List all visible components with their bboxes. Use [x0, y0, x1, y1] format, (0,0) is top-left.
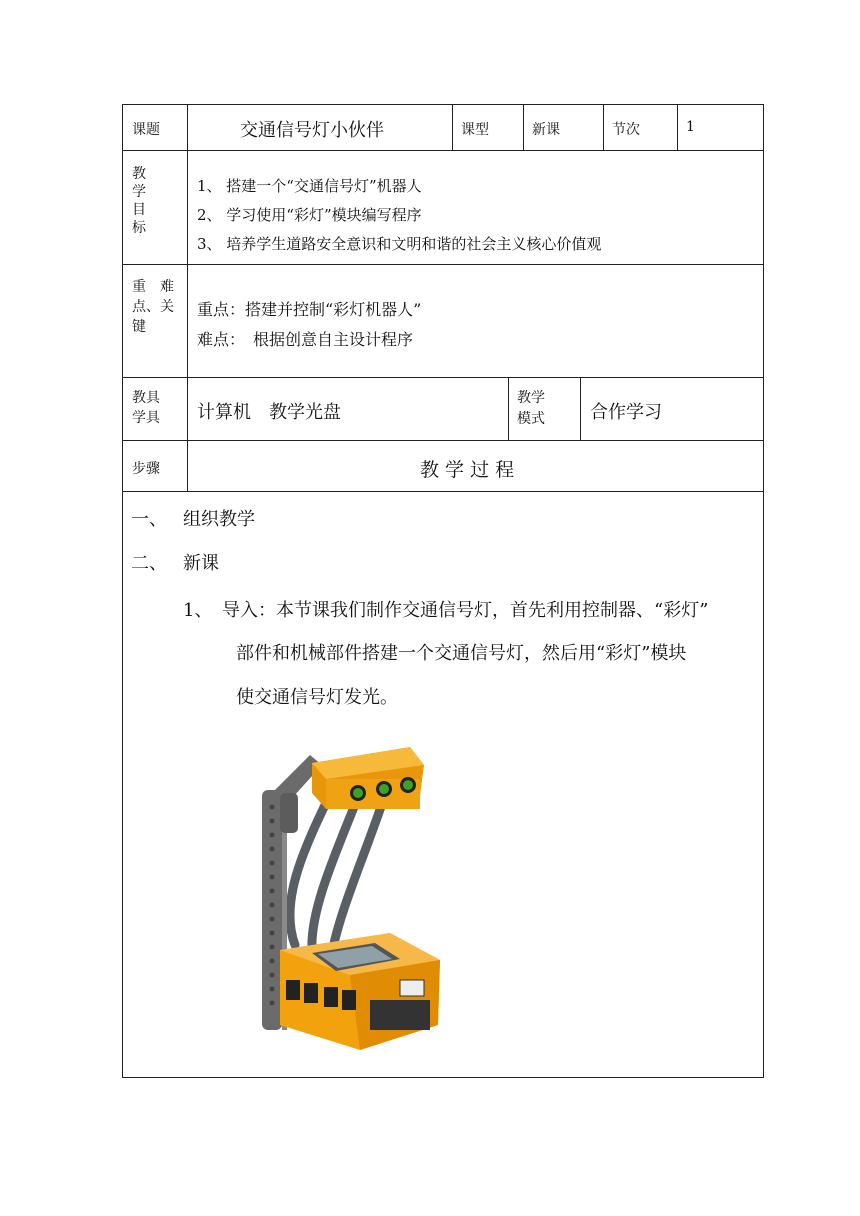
focus-text [197, 297, 421, 320]
col-divider [508, 377, 509, 441]
difficulty-text [197, 327, 413, 350]
sub-item-line: 导入：本节课我们制作交通信号灯，首先利用控制器、“彩灯” [222, 600, 709, 621]
process-title: 教 学 过 程 [420, 459, 515, 481]
key-points-label-line: 点、关 [132, 299, 174, 315]
col-divider [452, 104, 453, 151]
table-border-left [122, 104, 123, 1078]
lesson-type-label: 课型 [461, 122, 489, 138]
teaching-mode-value: 合作学习 [590, 402, 662, 423]
teaching-mode-label-line: 教学 [517, 390, 545, 406]
process-item-number: 二、 [131, 553, 167, 574]
key-points-label-line: 重 难 [132, 279, 174, 295]
table-border-top [122, 104, 764, 105]
col-divider [580, 377, 581, 441]
col-divider [523, 104, 524, 151]
row-divider [122, 491, 764, 492]
traffic-light-robot-image [240, 735, 450, 1065]
lesson-type-value: 新课 [532, 122, 560, 138]
table-border-bottom [122, 1077, 764, 1078]
process-item-text: 新课 [183, 553, 219, 574]
session-label: 节次 [612, 122, 640, 138]
focus-line: 重点：搭建并控制“彩灯机器人” [197, 300, 422, 319]
row-divider [122, 377, 764, 378]
session-value: 1 [686, 119, 695, 135]
row-divider [122, 150, 764, 151]
topic-label: 课题 [132, 122, 160, 138]
process-item-text: 组织教学 [183, 509, 255, 530]
tools-label [132, 388, 160, 428]
goals-label: 教学目标 [132, 166, 146, 236]
goal-item: 2、 学习使用“彩灯”模块编写程序 [197, 206, 422, 224]
teaching-mode-label-line: 模式 [517, 411, 545, 427]
row-divider [122, 264, 764, 265]
col-divider [187, 150, 188, 492]
key-points-label-line: 键 [132, 319, 146, 335]
row-divider [122, 440, 764, 441]
table-border-right [763, 104, 764, 1078]
tools-label-line: 教具 [132, 390, 160, 406]
topic-value: 交通信号灯小伙伴 [240, 120, 384, 141]
steps-label: 步骤 [132, 461, 160, 477]
key-points-label [132, 277, 174, 337]
teaching-mode-label [517, 388, 545, 430]
goals-list [197, 172, 601, 259]
goal-item: 1、 搭建一个“交通信号灯”机器人 [197, 177, 422, 195]
sub-item-line: 使交通信号灯发光。 [236, 687, 398, 708]
tools-label-line: 学具 [132, 410, 160, 426]
tools-value: 计算机 教学光盘 [197, 402, 341, 423]
col-divider [677, 104, 678, 151]
goal-item: 3、 培养学生道路安全意识和文明和谐的社会主义核心价值观 [197, 235, 602, 253]
sub-item-number: 1、 [183, 600, 213, 621]
process-item-number: 一、 [131, 509, 167, 530]
sub-item-line: 部件和机械部件搭建一个交通信号灯，然后用“彩灯”模块 [236, 643, 687, 664]
col-divider [603, 104, 604, 151]
difficulty-line: 难点： 根据创意自主设计程序 [197, 330, 414, 349]
col-divider [187, 104, 188, 151]
